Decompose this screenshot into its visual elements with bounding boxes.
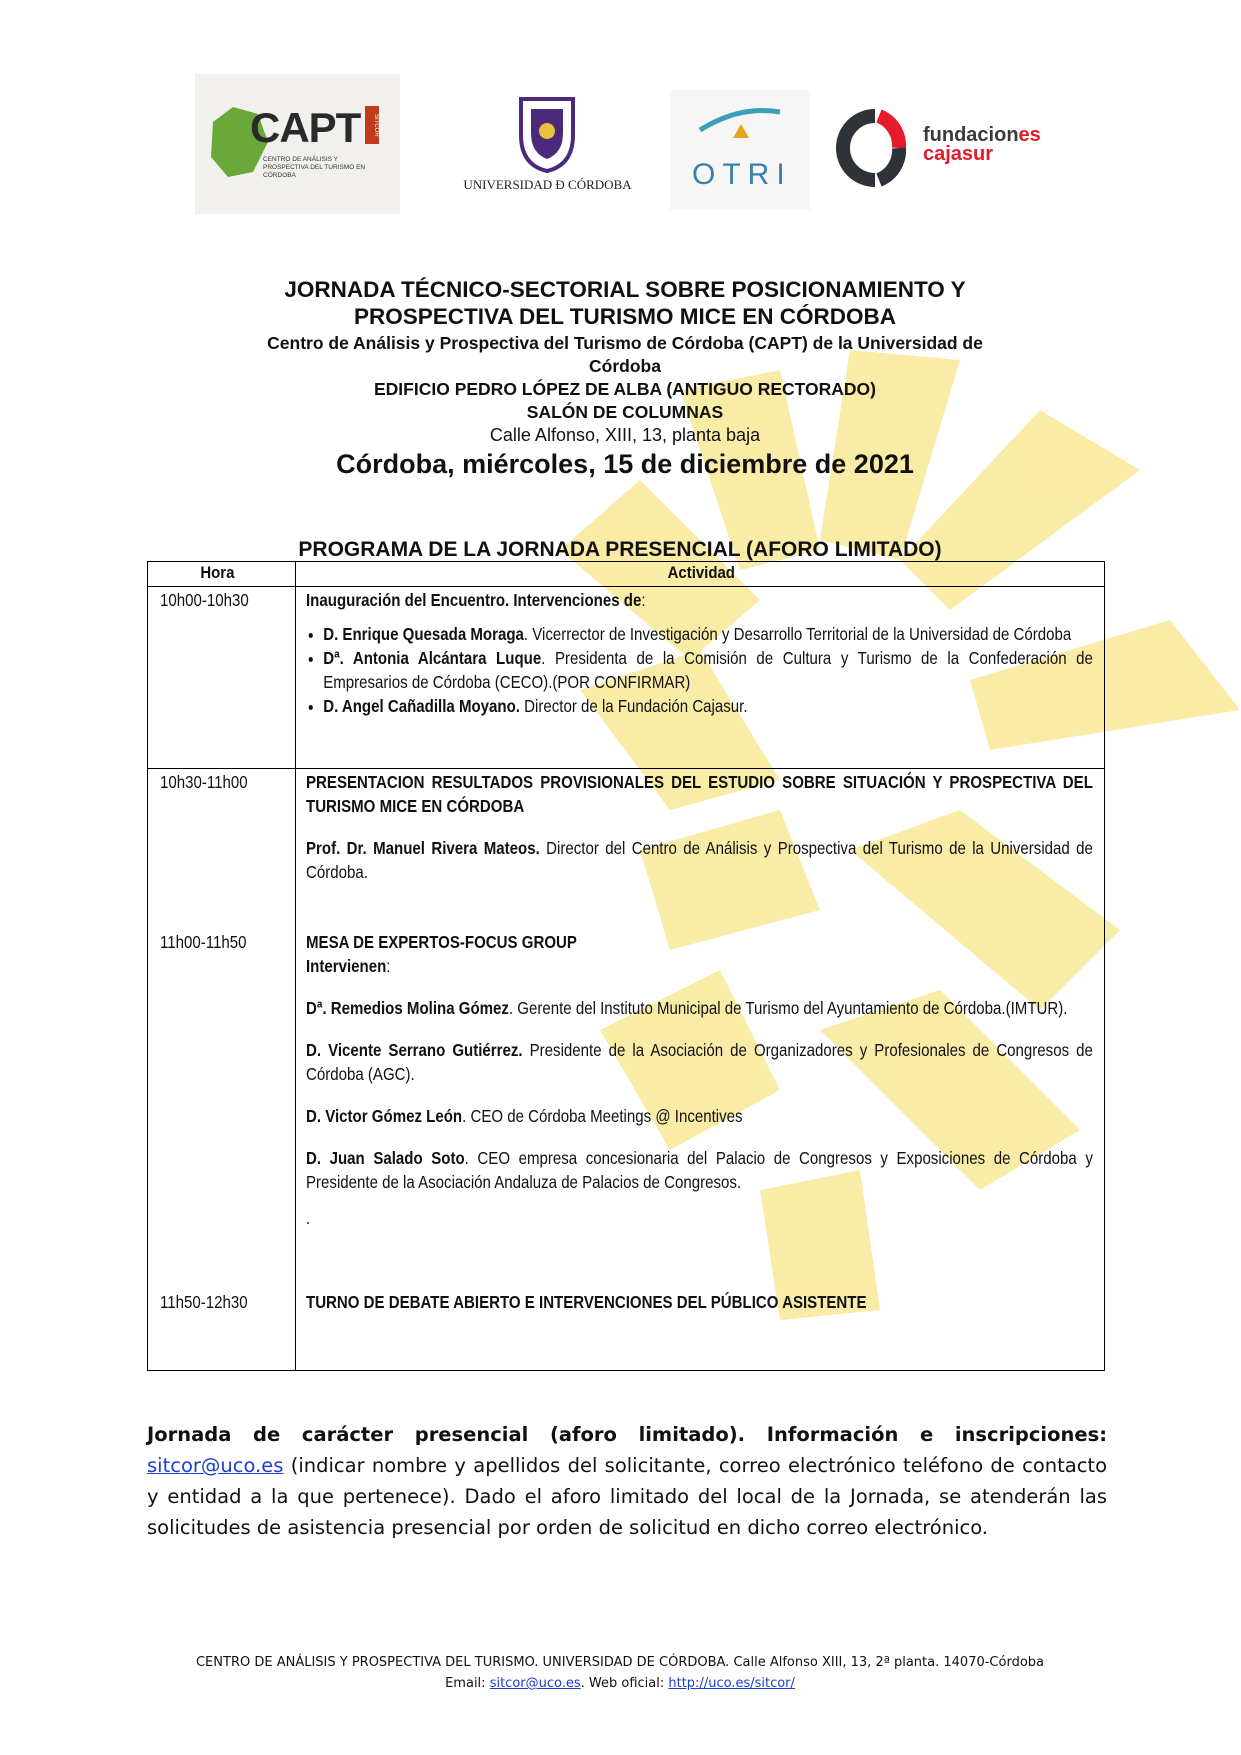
address: Calle Alfonso, XIII, 13, planta baja bbox=[489, 425, 761, 445]
row-1-intro: Inauguración del Encuentro. Intervenciones de: bbox=[306, 590, 646, 610]
otri-swoosh-icon bbox=[695, 100, 785, 150]
footer-web-link[interactable]: http://uco.es/sitcor/ bbox=[668, 1676, 795, 1691]
column-header-activity: Actividad bbox=[667, 563, 735, 582]
footer-contact: Email: sitcor@uco.es. Web oficial: http://uco.es/sitcor/ bbox=[445, 1676, 795, 1691]
logo-strip bbox=[190, 70, 1070, 220]
list-item: • D. Enrique Quesada Moraga. Vicerrector de Investigación y Desarrollo Territorial de la Universidad de Córdoba bbox=[323, 622, 1093, 646]
row-1-speaker-list bbox=[306, 622, 1093, 718]
expert-item: Dª. Remedios Molina Gómez. Gerente del Instituto Municipal de Turismo del Ayuntamiento de Córdoba.(IMTUR). bbox=[306, 998, 1068, 1018]
row-4-time: 11h50-12h30 bbox=[160, 1292, 248, 1312]
row-4-heading: TURNO DE DEBATE ABIERTO E INTERVENCIONES DEL PÚBLICO ASISTENTE bbox=[306, 1292, 867, 1312]
registration-info-bold: Jornada de carácter presencial (aforo limitado). Información e inscripciones: bbox=[147, 1423, 1107, 1446]
footer-address: CENTRO DE ANÁLISIS Y PROSPECTIVA DEL TURISMO. UNIVERSIDAD DE CÓRDOBA. Calle Alfonso XIII, 13, 2ª planta. 14070-Córdoba bbox=[195, 1655, 1044, 1670]
row-2-speaker: Prof. Dr. Manuel Rivera Mateos. Director del Centro de Análisis y Prospectiva del Turismo de la Universidad de Córdoba. bbox=[306, 838, 1093, 882]
organizer-line-1: Centro de Análisis y Prospectiva del Turismo de Córdoba (CAPT) de la Universidad de bbox=[267, 333, 983, 353]
room-name: SALÓN DE COLUMNAS bbox=[526, 402, 724, 422]
table-row-divider bbox=[148, 768, 1104, 769]
capt-logo-text: CAPT bbox=[250, 104, 361, 151]
event-date: Córdoba, miércoles, 15 de diciembre de 2021 bbox=[336, 449, 914, 479]
expert-item: D. Juan Salado Soto. CEO empresa concesionaria del Palacio de Congresos y Exposiciones de Córdoba y Presidente de la Asociación Andaluza de Palacios de Congresos. bbox=[306, 1148, 1093, 1192]
program-title: PROGRAMA DE LA JORNADA PRESENCIAL (AFORO LIMITADO) bbox=[298, 538, 942, 561]
row-3-dot: . bbox=[306, 1208, 311, 1228]
event-header bbox=[140, 276, 1110, 481]
column-header-hour: Hora bbox=[200, 563, 235, 582]
capt-logo-subtitle: CENTRO DE ANÁLISIS Y PROSPECTIVA DEL TURISMO EN CÓRDOBA bbox=[263, 156, 366, 179]
capt-logo bbox=[195, 74, 400, 214]
table-column-divider bbox=[295, 562, 296, 1370]
event-title-line-2: PROSPECTIVA DEL TURISMO MICE EN CÓRDOBA bbox=[353, 304, 897, 329]
registration-info bbox=[147, 1419, 1107, 1543]
organizer-line-2: Córdoba bbox=[589, 356, 661, 376]
row-3-heading: MESA DE EXPERTOS-FOCUS GROUP bbox=[306, 932, 577, 952]
expert-item: D. Victor Gómez León. CEO de Córdoba Meetings @ Incentives bbox=[306, 1106, 743, 1126]
capt-logo-tag: SITCOR bbox=[365, 106, 379, 144]
expert-item: D. Vicente Serrano Gutiérrez. Presidente de la Asociación de Organizadores y Profesionales de Congresos de Córdoba (AGC). bbox=[306, 1040, 1093, 1084]
program-table bbox=[147, 561, 1105, 1371]
footer-email-link[interactable]: sitcor@uco.es bbox=[489, 1676, 581, 1691]
page-footer bbox=[120, 1652, 1120, 1694]
universidad-cordoba-logo bbox=[455, 95, 640, 205]
event-title-line-1: JORNADA TÉCNICO-SECTORIAL SOBRE POSICIONAMIENTO Y bbox=[284, 277, 966, 302]
list-item: • D. Angel Cañadilla Moyano. Director de la Fundación Cajasur. bbox=[323, 694, 1093, 718]
list-item: • Dª. Antonia Alcántara Luque. Presidenta de la Comisión de Cultura y Turismo de la Confederación de Empresarios de Córdoba (CECO).(POR CONFIRMAR) bbox=[323, 646, 1093, 694]
row-3-activity bbox=[306, 930, 1093, 1230]
table-header-divider bbox=[148, 586, 1104, 587]
fundacion-cajasur-logo bbox=[835, 108, 1065, 188]
row-2-time: 10h30-11h00 bbox=[160, 772, 248, 792]
registration-email-link[interactable]: sitcor@uco.es bbox=[147, 1454, 284, 1477]
row-1-time: 10h00-10h30 bbox=[160, 590, 249, 610]
row-2-activity bbox=[306, 770, 1093, 884]
universidad-cordoba-name: UNIVERSIDAD Ð CÓRDOBA bbox=[463, 177, 632, 192]
building-name: EDIFICIO PEDRO LÓPEZ DE ALBA (ANTIGUO RECTORADO) bbox=[374, 379, 876, 399]
cajasur-logo-text: fundaciones cajasur bbox=[923, 124, 1041, 165]
row-3-time: 11h00-11h50 bbox=[160, 932, 247, 952]
row-1-activity bbox=[306, 588, 1093, 718]
registration-info-text: (indicar nombre y apellidos del solicitante, correo electrónico teléfono de contacto y entidad a la que pertenece). Dado el aforo limitado del local de la Jornada, se atenderán las solicitudes de asistencia presencial por orden de solicitud en dicho correo electrónico. bbox=[147, 1454, 1107, 1539]
cajasur-emblem-icon bbox=[835, 108, 917, 188]
row-3-intervienen: Intervienen: bbox=[306, 956, 391, 976]
university-shield-icon bbox=[517, 95, 577, 173]
row-2-heading: PRESENTACION RESULTADOS PROVISIONALES DEL ESTUDIO SOBRE SITUACIÓN Y PROSPECTIVA DEL TURISMO MICE EN CÓRDOBA bbox=[306, 772, 1093, 816]
otri-logo bbox=[670, 90, 810, 210]
otri-logo-text: OTRI bbox=[692, 158, 792, 191]
